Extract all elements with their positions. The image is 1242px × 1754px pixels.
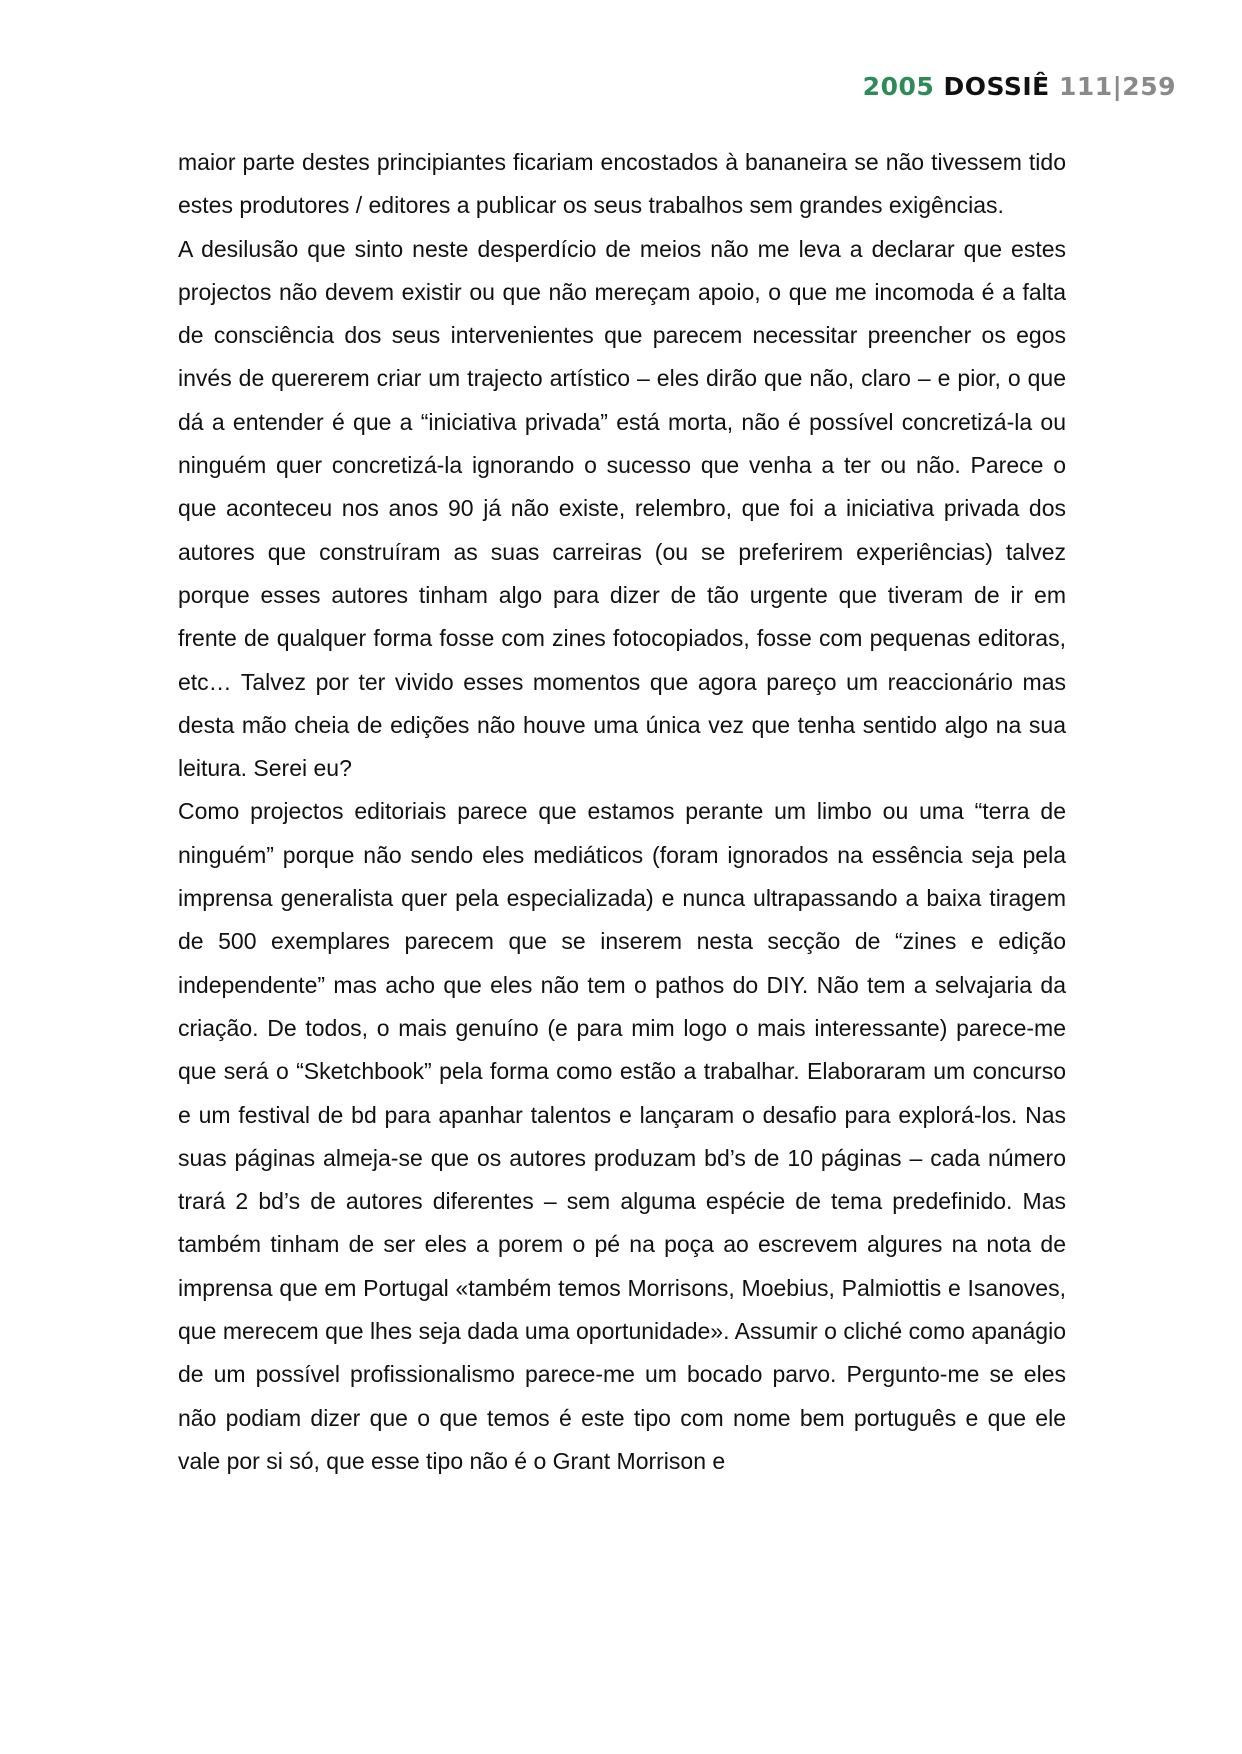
header-page-number: 111|259 bbox=[1058, 72, 1176, 101]
body-text bbox=[178, 141, 1066, 1483]
running-header bbox=[863, 74, 1176, 99]
paragraph-1: maior parte destes principiantes ficariam encostados à bananeira se não tivessem tido estes produtores / editores a publicar os seus trabalhos sem grandes exigências. bbox=[178, 149, 1066, 219]
paragraph-3: Como projectos editoriais parece que estamos perante um limbo ou uma “terra de ninguém” porque não sendo eles mediáticos (foram ignorados na essência seja pela imprensa generalista quer pela especializada) e nunca ultrapassando a baixa tiragem de 500 exemplares parecem que se inserem nesta secção de “zines e edição independente” mas acho que eles não tem o pathos do DIY. Não tem a selvajaria da criação. De todos, o mais genuíno (e para mim logo o mais interessante) parece-me que será o “Sketchbook” pela forma como estão a trabalhar. Elaboraram um concurso e um festival de bd para apanhar talentos e lançaram o desafio para explorá-los. Nas suas páginas almeja-se que os autores produzam bd’s de 10 páginas – cada número trará 2 bd’s de autores diferentes – sem alguma espécie de tema predefinido. Mas também tinham de ser eles a porem o pé na poça ao escrevem algures na nota de imprensa que em Portugal «também temos Morrisons, Moebius, Palmiottis e Isanoves, que merecem que lhes seja dada uma oportunidade». Assumir o cliché como apanágio de um possível profissionalismo parece-me um bocado parvo. Pergunto-me se eles não podiam dizer que o que temos é este tipo com nome bem português e que ele vale por si só, que esse tipo não é o Grant Morrison e bbox=[178, 798, 1066, 1474]
header-year: 2005 bbox=[862, 72, 935, 101]
header-section-title: DOSSIÊ bbox=[943, 72, 1050, 101]
paragraph-2: A desilusão que sinto neste desperdício de meios não me leva a declarar que estes projectos não devem existir ou que não mereçam apoio, o que me incomoda é a falta de consciência dos seus intervenientes que parecem necessitar preencher os egos invés de quererem criar um trajecto artístico – eles dirão que não, claro – e pior, o que dá a entender é que a “iniciativa privada” está morta, não é possível concretizá-la ou ninguém quer concretizá-la ignorando o sucesso que venha a ter ou não. Parece o que aconteceu nos anos 90 já não existe, relembro, que foi a iniciativa privada dos autores que construíram as suas carreiras (ou se preferirem experiências) talvez porque esses autores tinham algo para dizer de tão urgente que tiveram de ir em frente de qualquer forma fosse com zines fotocopiados, fosse com pequenas editoras, etc… Talvez por ter vivido esses momentos que agora pareço um reaccionário mas desta mão cheia de edições não houve uma única vez que tenha sentido algo na sua leitura. Serei eu? bbox=[178, 235, 1066, 782]
